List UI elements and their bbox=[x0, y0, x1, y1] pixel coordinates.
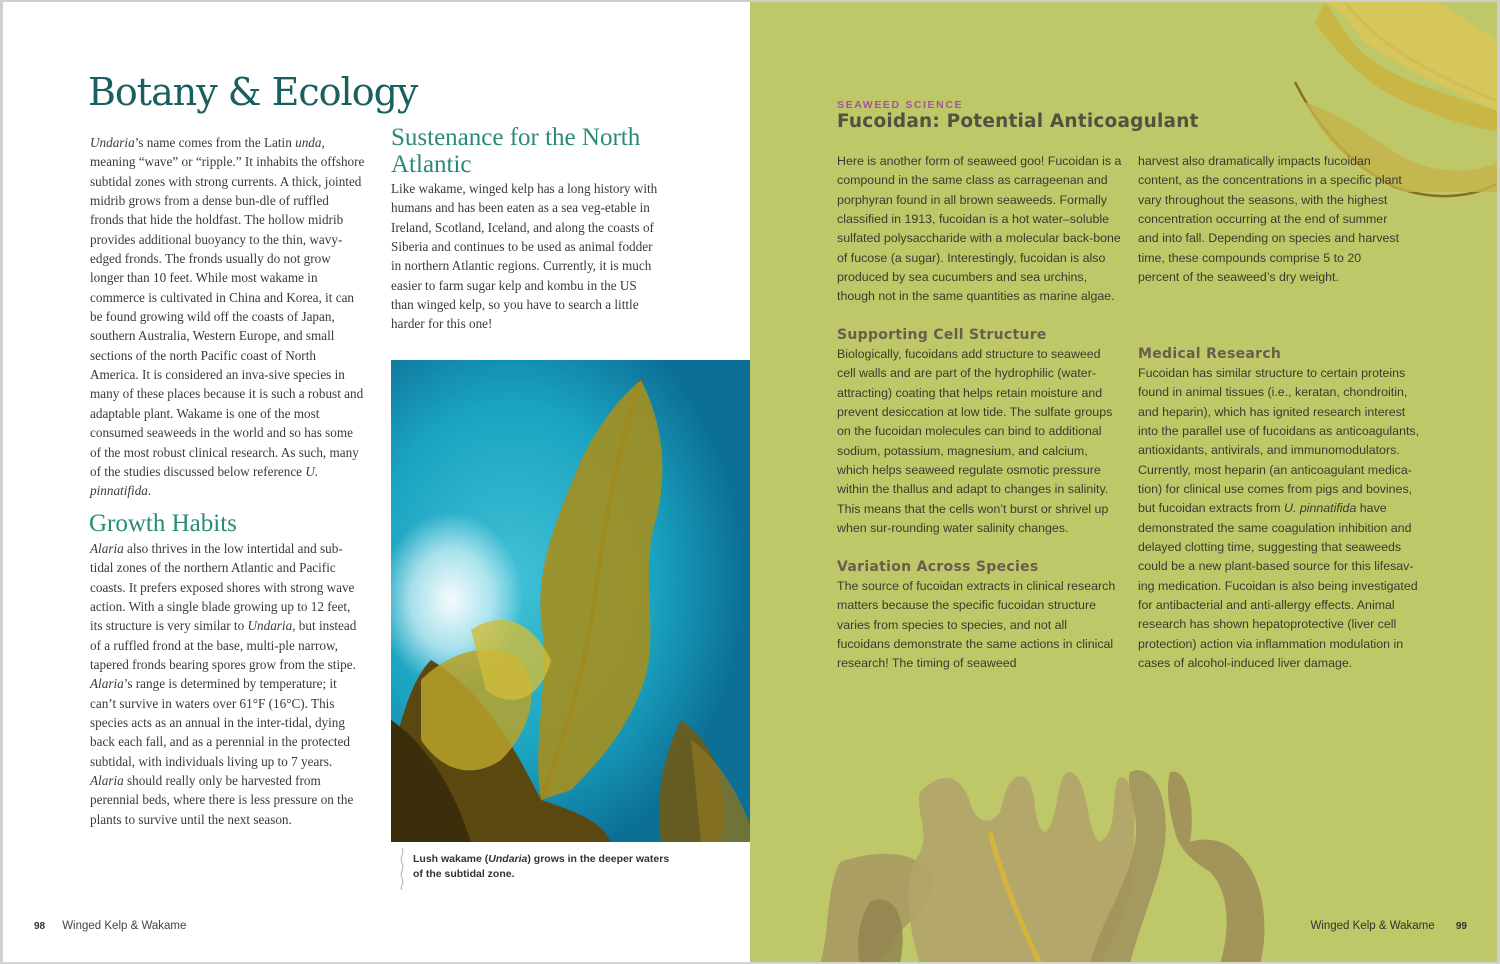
growth-habits-heading: Growth Habits bbox=[89, 510, 237, 537]
left-footer bbox=[34, 920, 186, 932]
sustenance-paragraph: Like wakame, winged kelp has a long history with humans and has been eaten as a sea veg-etable in Ireland, Scotland, Iceland, and along the coasts of Siberia and continues to be used as animal fodder in northern Atlantic regions. Currently, it is much easier to farm sugar kelp and kombu in the US than winged kelp, so you have to search a little harder for this one! bbox=[391, 181, 658, 332]
page-number: 99 bbox=[1455, 921, 1467, 932]
sidebar-kicker: SEAWEED SCIENCE bbox=[837, 99, 964, 111]
right-page-sidebar bbox=[750, 0, 1500, 962]
intro-paragraph: Undaria’s name comes from the Latin unda, meaning “wave” or “ripple.” It inhabits the offshore subtidal zones with strong currents. A thick, jointed midrib grows from a dense bun-dle of ruffled fronds that hide the holdfast. The hollow midrib provides additional buoyancy to the thin, wavy-edged fronds. The fronds usually do not grow longer than 10 feet. While most wakame in commerce is cultivated in China and Korea, it can be found growing wild off the coasts of Japan, southern Australia, Western Europe, and small sections of the north Pacific coast of North America. It is considered an inva-sive species in many of these places because it is such a robust and adaptable plant. Wakame is one of the most consumed seaweeds in the world and so has some of the most robust clinical research. As such, many of the studies discussed below reference U. pinnatifida. bbox=[90, 135, 365, 499]
supporting-cell-structure-heading: Supporting Cell Structure bbox=[837, 327, 1047, 343]
kelp-underwater-photo bbox=[391, 360, 752, 842]
page-title: Botany & Ecology bbox=[88, 70, 418, 114]
sidebar-title: Fucoidan: Potential Anticoagulant bbox=[837, 111, 1199, 132]
medical-research-heading: Medical Research bbox=[1138, 346, 1282, 362]
sustenance-heading: Sustenance for the North Atlantic bbox=[391, 124, 641, 178]
variation-across-species-heading: Variation Across Species bbox=[837, 559, 1039, 575]
sidebar-intro: Here is another form of seaweed goo! Fucoidan is a compound in the same class as carrageenan and porphyran found in all brown seaweeds. Formally classified in 1913, fucoidan is a hot water–soluble sulfated polysaccharide with a molecular back-bone of fucose (a sugar). Interestingly, fucoidan is also produced by sea cucumbers and sea urchins, though not in the same quantities as marine algae. bbox=[837, 154, 1122, 304]
running-footer-chapter: Winged Kelp & Wakame bbox=[1310, 920, 1435, 932]
page-number: 98 bbox=[34, 921, 46, 932]
supporting-cell-structure-paragraph: Biologically, fucoidans add structure to seaweed cell walls and are part of the hydrophilic (water-attracting) coating that helps retain moisture and prevent desiccation at low tide. The sulfate groups on the fucoidan molecules can bind to additional sodium, potassium, magnesium, and calcium, which helps seaweed regulate osmotic pressure within the thallus and adapt to changes in salinity. This means that the cells won’t burst or shrivel up when sur-rounding water salinity changes. bbox=[837, 347, 1113, 536]
medical-research-paragraph: Fucoidan has similar structure to certain proteins found in animal tissues (i.e., keratan, chondroitin, and heparin), which has ignited research interest into the parallel use of fucoidans as anticoagulants, antioxidants, antivirals, and immunomodulators. Currently, most heparin (an anticoagulant medica-tion) for clinical use comes from pigs and bovines, but fucoidan extracts from U. pinnatifida have demonstrated the same coagulation inhibition and delayed clotting time, suggesting that seaweeds could be a new plant-based source for this lifesav-ing medication. Fucoidan is also being investigated for antibacterial and anti-allergy effects. Animal research has shown hepatoprotective (liver cell protection) action via inflammation modulation in cases of alcohol-induced liver damage. bbox=[1138, 366, 1420, 671]
running-footer-chapter: Winged Kelp & Wakame bbox=[62, 920, 187, 932]
wavy-rule-icon bbox=[399, 848, 405, 890]
growth-habits-paragraph: Alaria also thrives in the low intertidal and sub-tidal zones of the northern Atlantic and Pacific coasts. It prefers exposed shores with strong wave action. With a single blade growing up to 12 feet, its structure is very similar to Undaria, but instead of a ruffled frond at the base, multi-ple narrow, tapered fronds bearing spores grow from the stipe. Alaria’s range is determined by temperature; it can’t survive in waters over 61°F (16°C). This species acts as an annual in the inter-tidal, dying back each fall, and as a perennial in the protected subtidal, with individuals living up to 7 years. Alaria should really only be harvested from perennial beds, where there is less pressure on the plants to survive until the next season. bbox=[90, 541, 357, 827]
variation-across-species-paragraph: The source of fucoidan extracts in clinical research matters because the specific fucoidan structure varies from species to species, and not all fucoidans demonstrate the same actions in clinical research! The timing of seaweed bbox=[837, 579, 1116, 671]
kelp-illustration-icon bbox=[391, 360, 752, 842]
kelp-blade-illustration bbox=[800, 732, 1320, 962]
left-page bbox=[0, 0, 750, 962]
right-footer bbox=[1310, 920, 1467, 932]
photo-caption: Lush wakame (Undaria) grows in the deeper waters of the subtidal zone. bbox=[413, 853, 670, 880]
sidebar-continued-paragraph: harvest also dramatically impacts fucoidan content, as the concentrations in a specific plant vary throughout the seasons, with the highest concentration occurring at the end of summer and into fall. Depending on species and harvest time, these compounds comprise 5 to 20 percent of the seaweed’s dry weight. bbox=[1138, 154, 1402, 285]
